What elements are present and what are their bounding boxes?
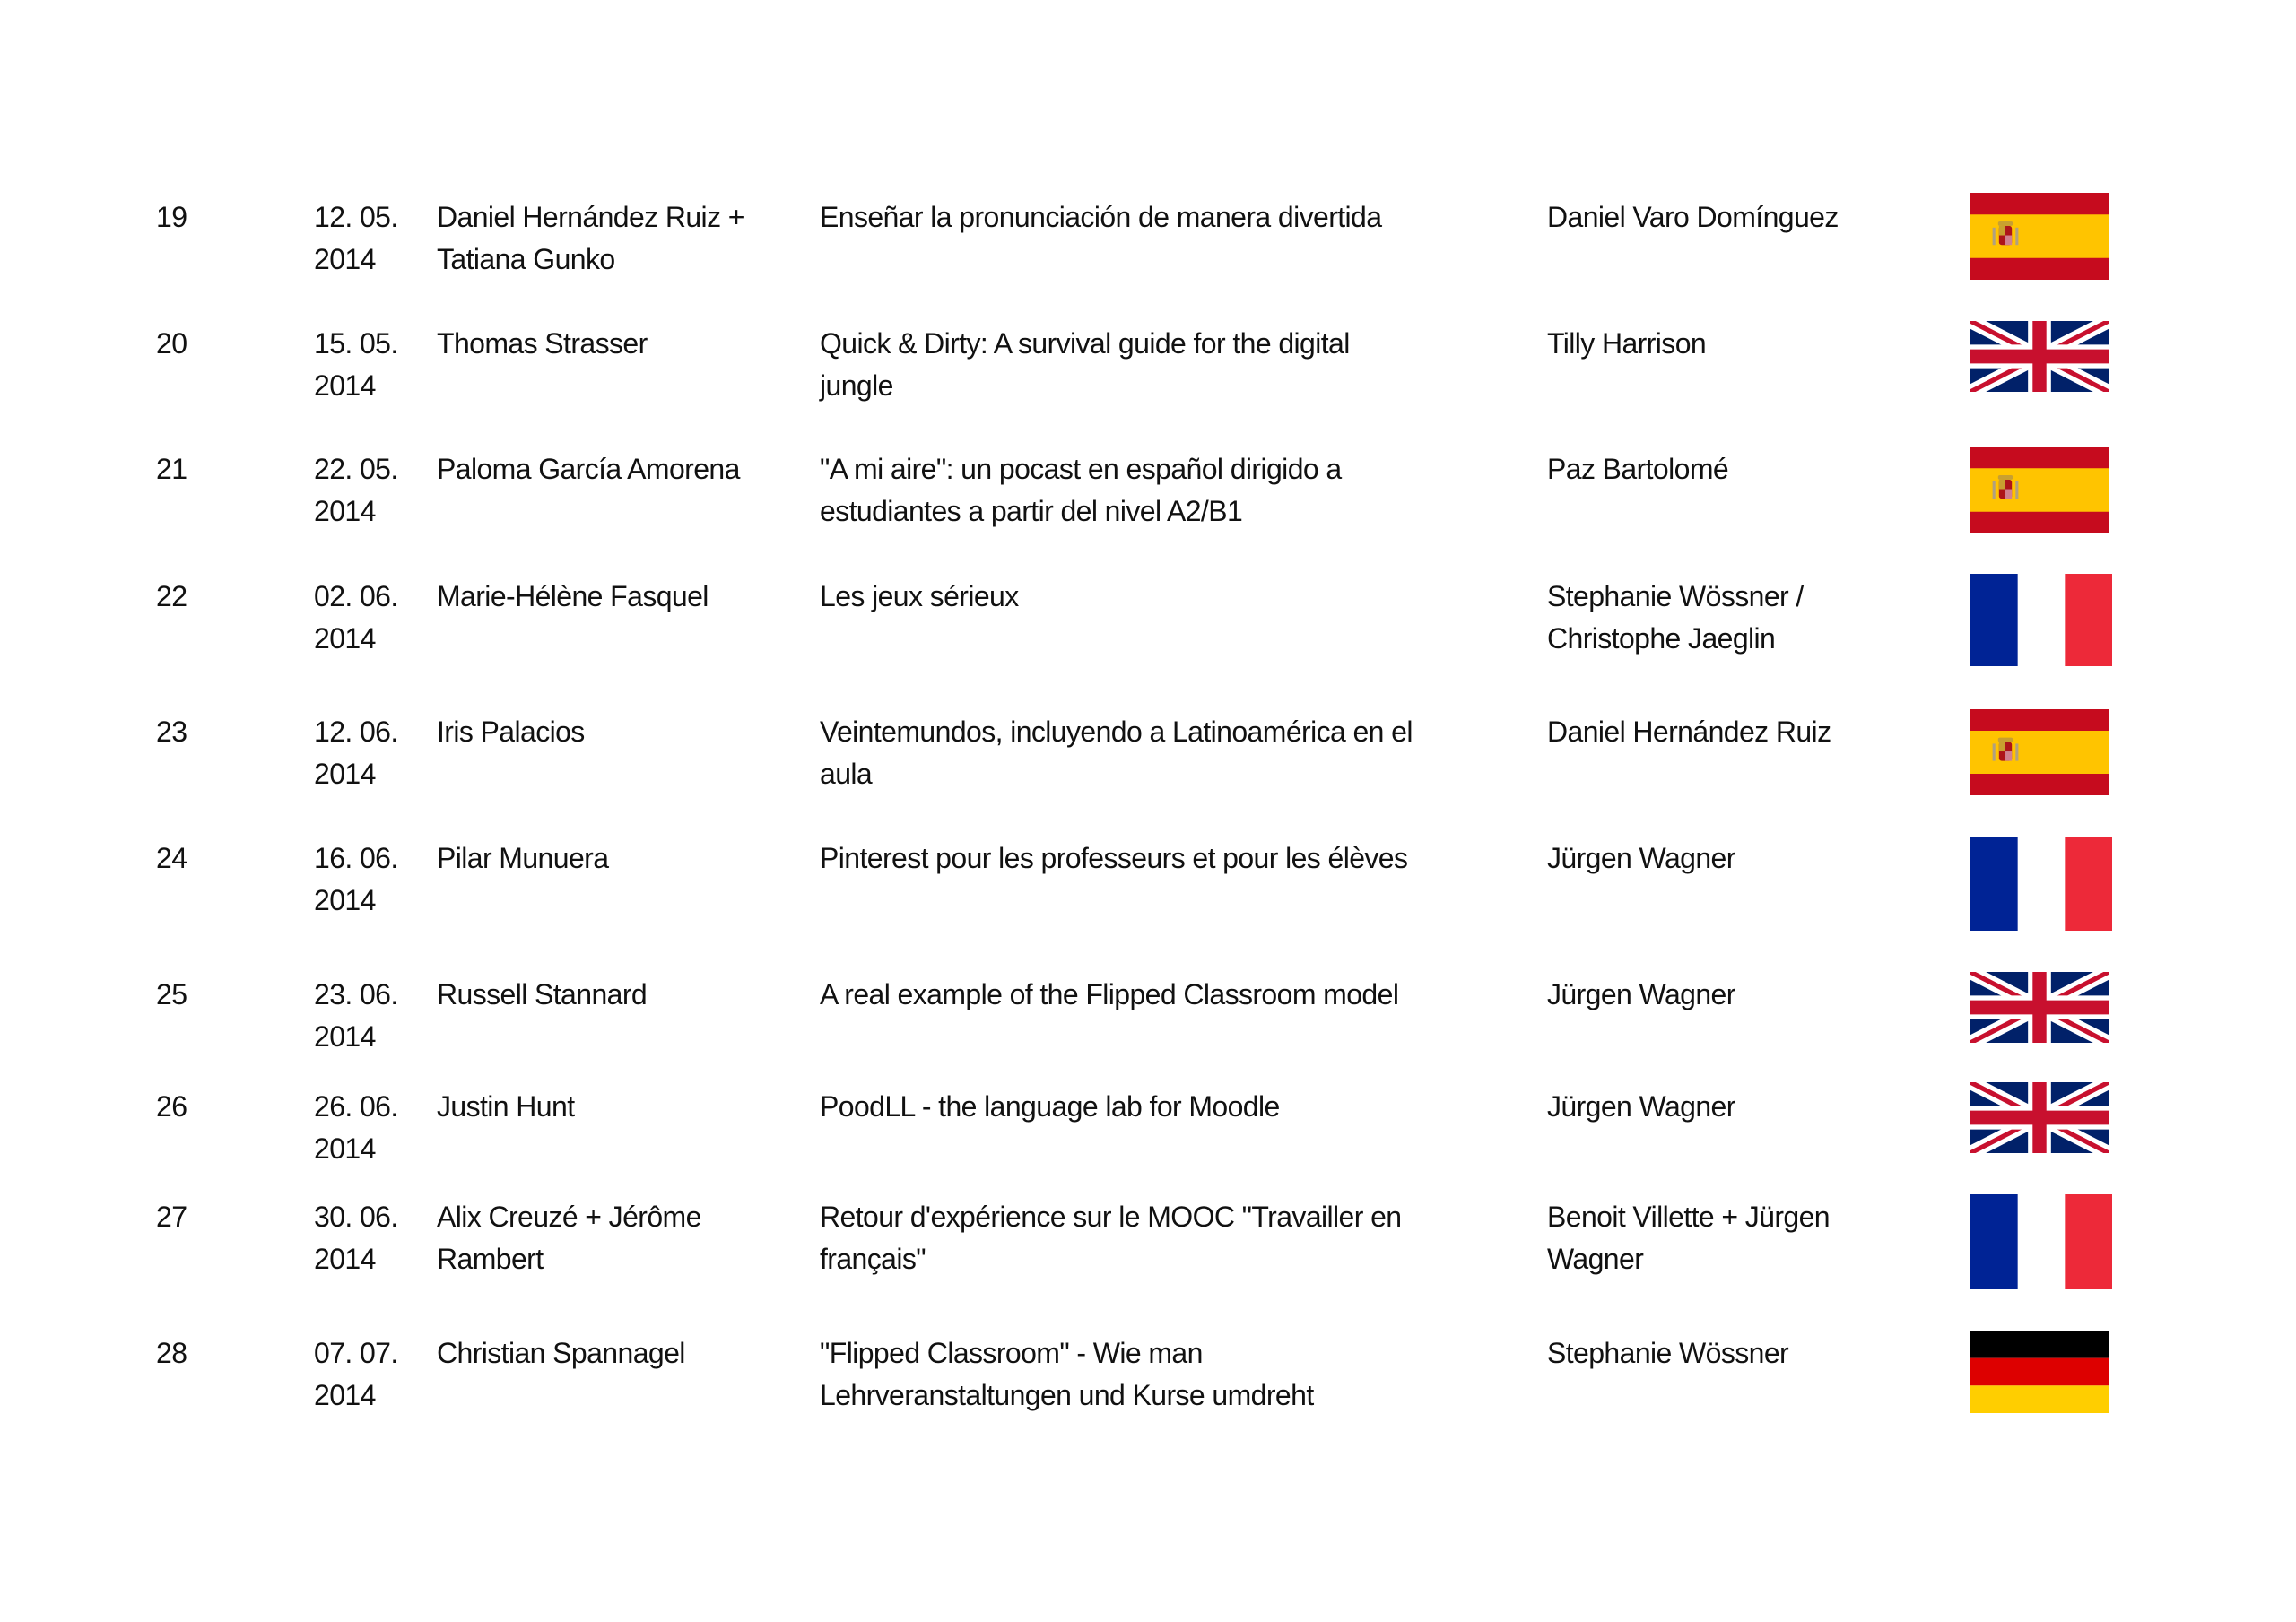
presenter-name <box>437 196 744 281</box>
session-date <box>314 1332 398 1417</box>
presenter-name <box>437 448 740 490</box>
session-title <box>820 323 1350 407</box>
session-date-line: 02. 06. <box>314 580 398 612</box>
moderator-name <box>1547 1332 1788 1375</box>
session-date-line: 07. 07. <box>314 1337 398 1369</box>
session-title-line: Quick & Dirty: A survival guide for the digital <box>820 327 1350 360</box>
moderator-name-line: Jürgen Wagner <box>1547 842 1735 874</box>
presenter-name <box>437 711 585 753</box>
session-date-line: 2014 <box>314 1132 376 1165</box>
presenter-name <box>437 1332 685 1375</box>
moderator-name-line: Daniel Varo Domínguez <box>1547 201 1839 233</box>
session-date-line: 2014 <box>314 758 376 790</box>
session-title-line: Les jeux sérieux <box>820 580 1019 612</box>
spain-flag-icon <box>1970 447 2109 533</box>
session-date <box>314 1196 398 1280</box>
presenter-name-line: Rambert <box>437 1243 544 1275</box>
session-title-line: Enseñar la pronunciación de manera divertida <box>820 201 1382 233</box>
uk-flag-icon <box>1970 972 2109 1043</box>
uk-flag-icon <box>1970 321 2109 392</box>
session-title <box>820 1196 1402 1280</box>
moderator-name-line: Stephanie Wössner <box>1547 1337 1789 1369</box>
session-title <box>820 711 1413 795</box>
session-date <box>314 711 398 795</box>
session-title-line: "Flipped Classroom" - Wie man <box>820 1337 1203 1369</box>
session-date-line: 2014 <box>314 884 376 916</box>
session-number: 19 <box>156 201 187 233</box>
presenter-name-line: Daniel Hernández Ruiz + <box>437 201 744 233</box>
spain-flag-icon <box>1970 709 2109 795</box>
presenter-name-line: Iris Palacios <box>437 716 585 748</box>
session-title <box>820 1332 1314 1417</box>
session-title-line: Retour d'expérience sur le MOOC "Travailler en <box>820 1201 1402 1233</box>
session-number: 28 <box>156 1337 187 1369</box>
session-title-line: PoodLL - the language lab for Moodle <box>820 1090 1280 1123</box>
session-title-line: jungle <box>820 369 893 402</box>
france-flag-icon <box>1970 574 2112 666</box>
session-number: 27 <box>156 1201 187 1233</box>
moderator-name-line: Wagner <box>1547 1243 1644 1275</box>
presenter-name-line: Marie-Hélène Fasquel <box>437 580 709 612</box>
presenter-name <box>437 323 648 365</box>
presenter-name-line: Alix Creuzé + Jérôme <box>437 1201 701 1233</box>
session-number: 21 <box>156 453 187 485</box>
session-date <box>314 1086 398 1170</box>
session-title-line: français" <box>820 1243 926 1275</box>
moderator-name <box>1547 837 1735 880</box>
session-date-line: 2014 <box>314 1020 376 1053</box>
presenter-name <box>437 576 709 618</box>
moderator-name-line: Jürgen Wagner <box>1547 1090 1735 1123</box>
germany-flag-icon <box>1970 1331 2109 1413</box>
session-number: 20 <box>156 327 187 360</box>
moderator-name <box>1547 711 1831 753</box>
moderator-name-line: Benoit Villette + Jürgen <box>1547 1201 1831 1233</box>
moderator-name <box>1547 974 1735 1016</box>
session-date-line: 30. 06. <box>314 1201 398 1233</box>
moderator-name-line: Christophe Jaeglin <box>1547 622 1776 655</box>
moderator-name <box>1547 323 1706 365</box>
uk-flag-icon <box>1970 1082 2109 1153</box>
spain-flag-icon <box>1970 193 2109 280</box>
session-number: 23 <box>156 716 187 748</box>
moderator-name <box>1547 1196 1830 1280</box>
session-date-line: 16. 06. <box>314 842 398 874</box>
presenter-name <box>437 1196 701 1280</box>
session-date <box>314 448 398 533</box>
session-date <box>314 323 398 407</box>
session-date-line: 23. 06. <box>314 978 398 1010</box>
session-date-line: 22. 05. <box>314 453 398 485</box>
moderator-name-line: Jürgen Wagner <box>1547 978 1735 1010</box>
session-date-line: 26. 06. <box>314 1090 398 1123</box>
session-title <box>820 974 1398 1016</box>
moderator-name <box>1547 448 1728 490</box>
session-date <box>314 974 398 1058</box>
moderator-name <box>1547 1086 1735 1128</box>
session-title <box>820 576 1019 618</box>
session-number: 24 <box>156 842 187 874</box>
session-date-line: 2014 <box>314 1379 376 1411</box>
moderator-name <box>1547 576 1804 660</box>
session-date-line: 2014 <box>314 243 376 275</box>
session-date-line: 15. 05. <box>314 327 398 360</box>
moderator-name <box>1547 196 1839 239</box>
moderator-name-line: Tilly Harrison <box>1547 327 1707 360</box>
session-title-line: aula <box>820 758 873 790</box>
session-title <box>820 196 1381 239</box>
session-title-line: A real example of the Flipped Classroom model <box>820 978 1399 1010</box>
france-flag-icon <box>1970 837 2112 931</box>
session-date-line: 2014 <box>314 622 376 655</box>
session-title-line: Veintemundos, incluyendo a Latinoamérica en el <box>820 716 1413 748</box>
presenter-name-line: Justin Hunt <box>437 1090 575 1123</box>
presenter-name-line: Tatiana Gunko <box>437 243 615 275</box>
session-number: 22 <box>156 580 187 612</box>
presenter-name <box>437 1086 574 1128</box>
session-date-line: 12. 05. <box>314 201 398 233</box>
session-title-line: "A mi aire": un pocast en español dirigido a <box>820 453 1342 485</box>
presenter-name-line: Thomas Strasser <box>437 327 648 360</box>
session-title-line: Pinterest pour les professeurs et pour les élèves <box>820 842 1408 874</box>
presenter-name-line: Paloma García Amorena <box>437 453 740 485</box>
presenter-name-line: Pilar Munuera <box>437 842 609 874</box>
moderator-name-line: Stephanie Wössner / <box>1547 580 1804 612</box>
session-date-line: 12. 06. <box>314 716 398 748</box>
session-date <box>314 196 398 281</box>
session-title <box>820 837 1407 880</box>
session-title <box>820 1086 1280 1128</box>
session-date-line: 2014 <box>314 1243 376 1275</box>
session-title-line: estudiantes a partir del nivel A2/B1 <box>820 495 1243 527</box>
session-number: 26 <box>156 1090 187 1123</box>
session-date <box>314 576 398 660</box>
presenter-name <box>437 837 608 880</box>
presenter-name-line: Christian Spannagel <box>437 1337 685 1369</box>
session-date <box>314 837 398 922</box>
session-title <box>820 448 1342 533</box>
session-date-line: 2014 <box>314 495 376 527</box>
france-flag-icon <box>1970 1194 2112 1289</box>
session-title-line: Lehrveranstaltungen und Kurse umdreht <box>820 1379 1314 1411</box>
session-date-line: 2014 <box>314 369 376 402</box>
presenter-name-line: Russell Stannard <box>437 978 648 1010</box>
moderator-name-line: Daniel Hernández Ruiz <box>1547 716 1831 748</box>
moderator-name-line: Paz Bartolomé <box>1547 453 1729 485</box>
presenter-name <box>437 974 647 1016</box>
session-number: 25 <box>156 978 187 1010</box>
